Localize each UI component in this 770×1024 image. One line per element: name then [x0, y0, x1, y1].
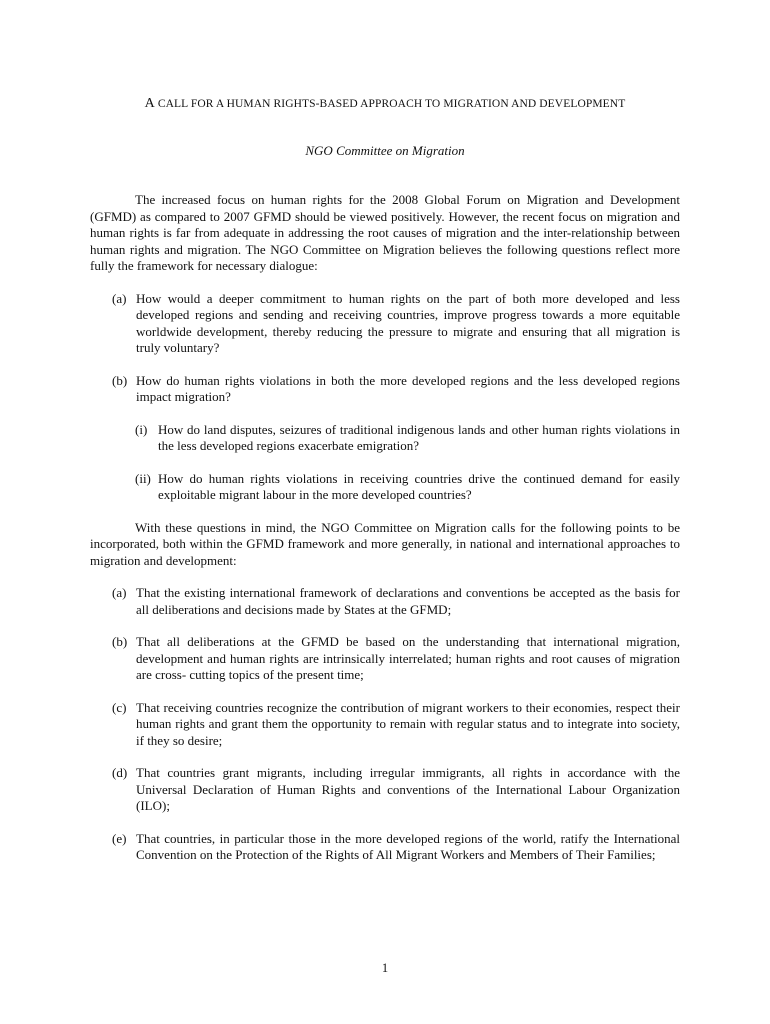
list-marker: (e)	[112, 830, 127, 846]
title-text: CALL FOR A HUMAN RIGHTS-BASED APPROACH TO MIGRATION AND DEVELOPMENT	[154, 98, 626, 110]
transition-paragraph: With these questions in mind, the NGO Committee on Migration calls for the following points to be incorporated, both within the GFMD framework and more generally, in national and international approaches to migration and development:	[90, 519, 680, 568]
document-body	[90, 192, 680, 864]
list-item	[90, 831, 680, 864]
list-item	[90, 700, 680, 750]
list-item	[90, 634, 680, 684]
list-item-text: That all deliberations at the GFMD be based on the understanding that international migration, development and human rights are intrinsically interrelated; human rights and root causes of migration are cross- cutting topics of the present time;	[136, 634, 680, 682]
list-marker: (d)	[112, 765, 128, 780]
list-item	[90, 422, 680, 455]
list-item-text: How do land disputes, seizures of traditional indigenous lands and other human rights violations in the less developed regions exacerbate emigration?	[158, 421, 680, 453]
list-item	[90, 291, 680, 357]
list-item	[90, 585, 680, 618]
list-marker: (a)	[112, 290, 127, 306]
list-item-text: How do human rights violations in both the more developed regions and the less developed regions impact migration?	[136, 372, 680, 404]
list-marker: (b)	[112, 372, 128, 388]
list-item-text: How would a deeper commitment to human rights on the part of both more developed and less developed regions and sending and receiving countries, improve progress towards a more equitable worldwide development, thereby reducing the pressure to migrate and ensuring that all migration is truly voluntary?	[136, 290, 680, 355]
intro-paragraph: The increased focus on human rights for the 2008 Global Forum on Migration and Development (GFMD) as compared to 2007 GFMD should be viewed positively. However, the recent focus on migration and human rights is far from adequate in addressing the root causes of migration and the inter-relationship between human rights and migration. The NGO Committee on Migration believes the following questions reflect more fully the framework for necessary dialogue:	[90, 192, 680, 273]
list-item-text: That the existing international framework of declarations and conventions be accepted as the basis for all deliberations and decisions made by States at the GFMD;	[136, 585, 680, 617]
list-item	[90, 471, 680, 504]
list-marker: (c)	[112, 699, 127, 715]
list-marker: (b)	[112, 634, 128, 649]
list-item-text: That receiving countries recognize the contribution of migrant workers to their economies, respect their human rights and grant them the opportunity to remain with regular status and to integrate into society, if they so desire;	[136, 699, 680, 748]
list-marker: (ii)	[135, 470, 151, 486]
points-list	[90, 585, 680, 864]
list-item-text: That countries, in particular those in the more developed regions of the world, ratify the International Convention on the Protection of the Rights of All Migrant Workers and Members of Their Families;	[136, 830, 680, 862]
page-number: 1	[381, 961, 389, 975]
document-subtitle: NGO Committee on Migration	[305, 143, 465, 158]
list-marker: (a)	[112, 585, 127, 600]
subquestions-list	[90, 422, 680, 504]
list-item	[90, 373, 680, 406]
questions-list	[90, 291, 680, 406]
list-item-text: How do human rights violations in receiving countries drive the continued demand for easily exploitable migrant labour in the more developed countries?	[158, 470, 680, 502]
list-item	[90, 765, 680, 815]
list-marker: (i)	[135, 421, 148, 437]
title-initial: A	[144, 96, 155, 111]
list-item-text: That countries grant migrants, including irregular immigrants, all rights in accordance with the Universal Declaration of Human Rights and conventions of the International Labour Organization (ILO);	[136, 765, 680, 813]
document-title	[0, 96, 770, 113]
